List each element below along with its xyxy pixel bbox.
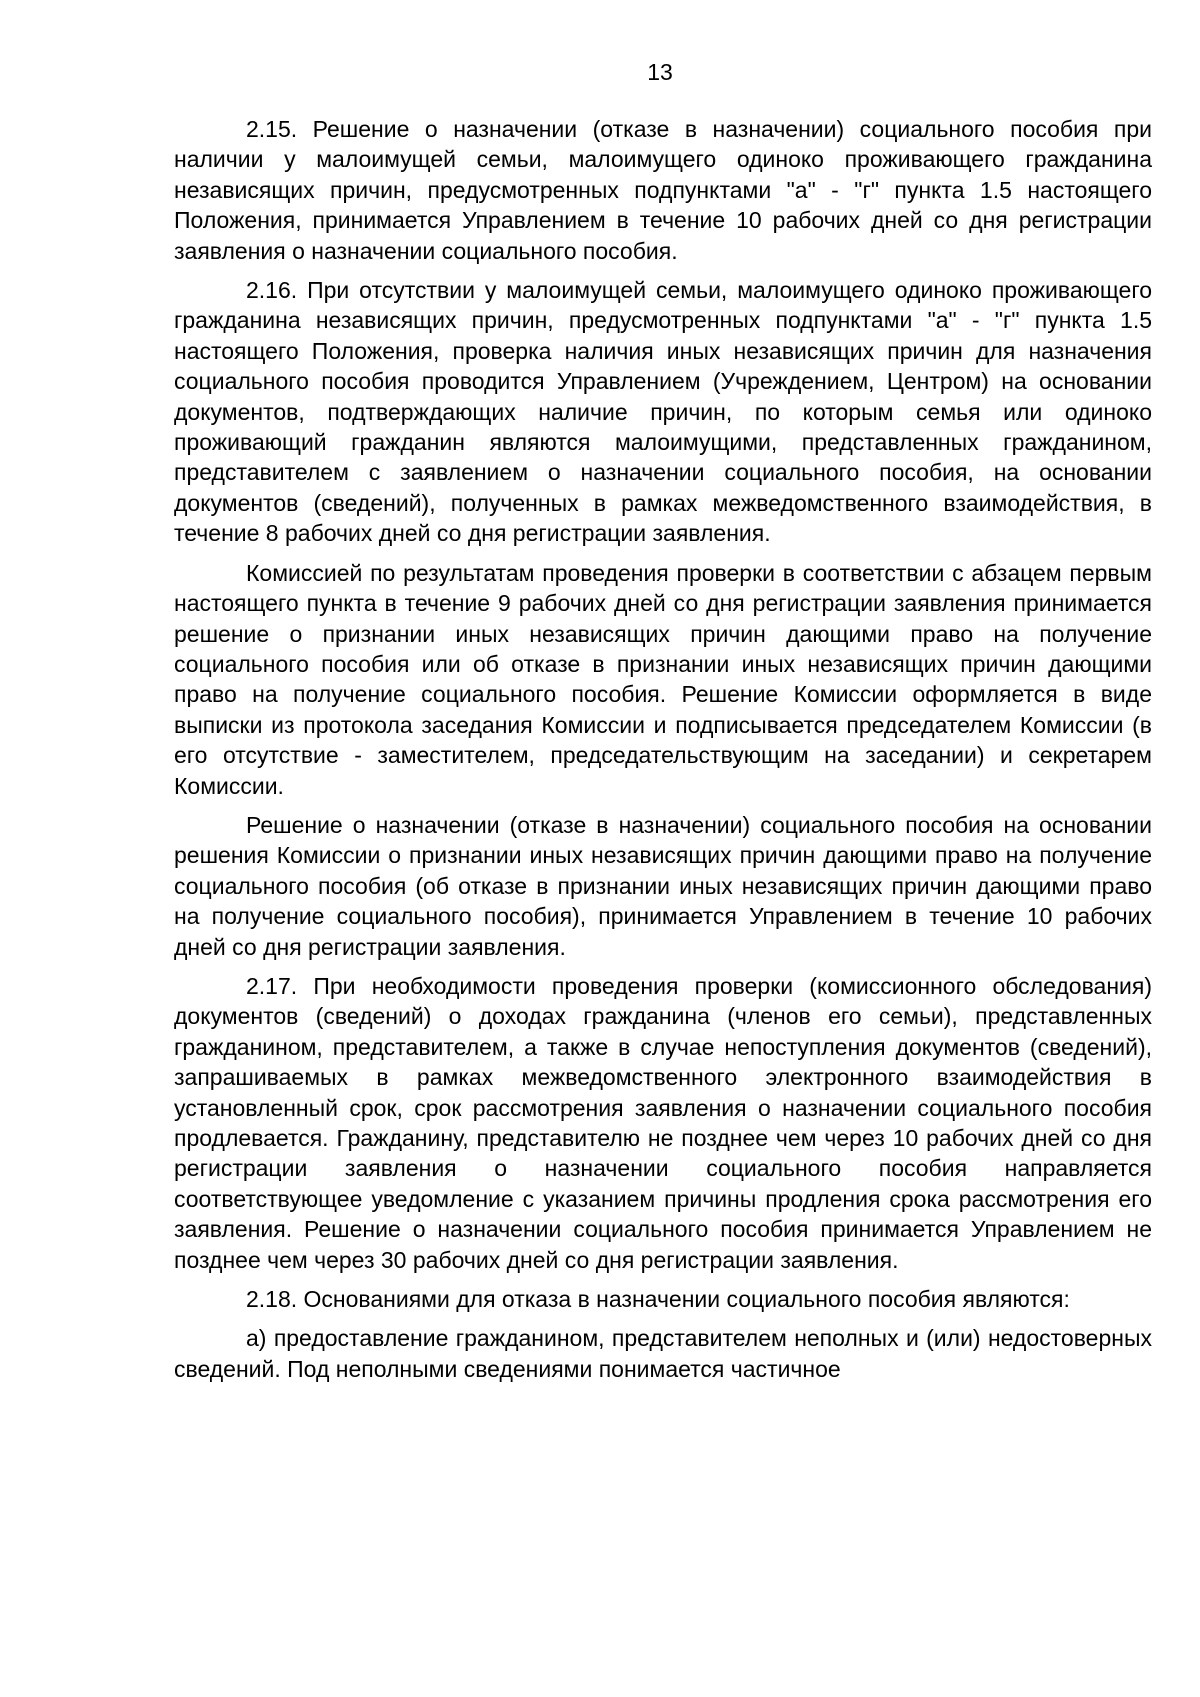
- paragraph-commission-decision: Комиссией по результатам проведения проверки в соответствии с абзацем первым настоящего пункта в течение 9 рабочих дней со дня регистрации заявления принимается решение о признании иных независящих причин дающими право на получение социального пособия или об отказе в признании иных независящих причин дающими право на получение социального пособия. Решение Комиссии оформляется в виде выписки из протокола заседания Комиссии и подписывается председателем Комиссии (в его отсутствие - заместителем, председательствующим на заседании) и секретарем Комиссии.: [174, 559, 1152, 799]
- paragraph-2-17: 2.17. При необходимости проведения проверки (комиссионного обследования) документов (сведений) о доходах гражданина (членов его семьи), представленных гражданином, представителем, а также в случае непоступления документов (сведений), запрашиваемых в рамках межведомственного электронного взаимодействия в установленный срок, срок рассмотрения заявления о назначении социального пособия продлевается. Гражданину, представителю не позднее чем через 10 рабочих дней со дня регистрации заявления о назначении социального пособия направляется соответствующее уведомление с указанием причины продления срока рассмотрения его заявления. Решение о назначении социального пособия принимается Управлением не позднее чем через 30 рабочих дней со дня регистрации заявления.: [174, 972, 1152, 1273]
- document-body: [174, 114, 1152, 1393]
- paragraph-decision-based-on-commission: Решение о назначении (отказе в назначении) социального пособия на основании решения Комиссии о признании иных независящих причин дающими право на получение социального пособия (об отказе в признании иных независящих причин дающими право на получение социального пособия), принимается Управлением в течение 10 рабочих дней со дня регистрации заявления.: [174, 811, 1152, 960]
- paragraph-2-15: 2.15. Решение о назначении (отказе в назначении) социального пособия при наличии у малоимущей семьи, малоимущего одиноко проживающего гражданина независящих причин, предусмотренных подпунктами "а" - "г" пункта 1.5 настоящего Положения, принимается Управлением в течение 10 рабочих дней со дня регистрации заявления о назначении социального пособия.: [174, 116, 1152, 264]
- paragraph-2-16: 2.16. При отсутствии у малоимущей семьи, малоимущего одиноко проживающего гражданина независящих причин, предусмотренных подпунктами "а" - "г" пункта 1.5 настоящего Положения, проверка наличия иных независящих причин для назначения социального пособия проводится Управлением (Учреждением, Центром) на основании документов, подтверждающих наличие причин, по которым семья или одиноко проживающий гражданин являются малоимущими, представленных гражданином, представителем с заявлением о назначении социального пособия, на основании документов (сведений), полученных в рамках межведомственного взаимодействия, в течение 8 рабочих дней со дня регистрации заявления.: [174, 277, 1152, 547]
- page-number: 13: [647, 59, 673, 85]
- paragraph-2-18-a: а) предоставление гражданином, представителем неполных и (или) недостоверных сведений. Под неполными сведениями понимается частичное: [174, 1325, 1152, 1382]
- paragraph-2-18: 2.18. Основаниями для отказа в назначении социального пособия являются:: [246, 1286, 1070, 1313]
